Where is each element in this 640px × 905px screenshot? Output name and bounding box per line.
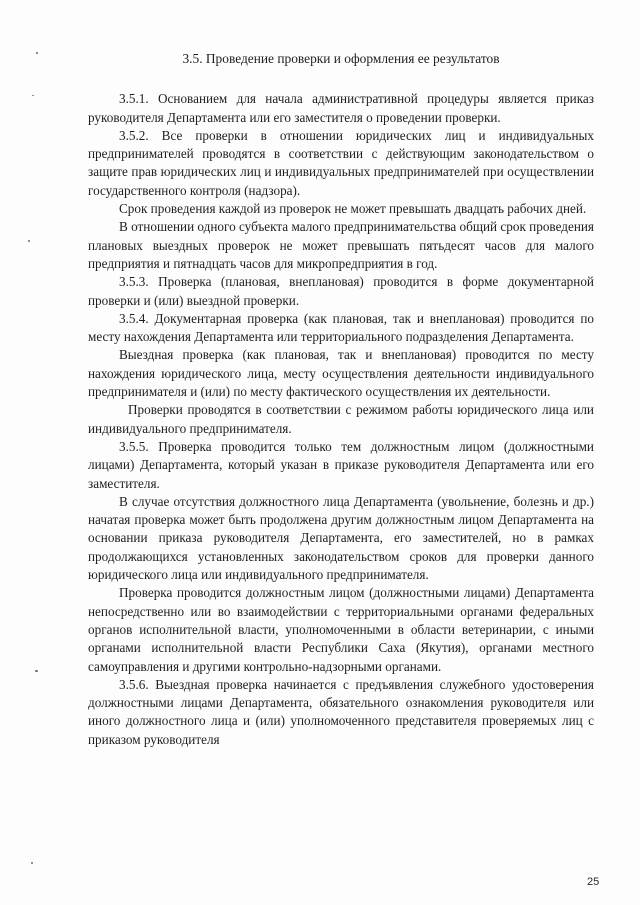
paragraph-3-5-2: 3.5.2. Все проверки в отношении юридических лиц и индивидуальных предпринимателей проводятся в соответствии с действующим законодательством о защите прав юридических лиц и индивидуальных предпринимателей при осуществлении государственного контроля (надзора).: [88, 127, 594, 198]
paragraph-3-5-5: 3.5.5. Проверка проводится только тем должностным лицом (должностными лицами) Департамента, который указан в приказе руководителя Департамента или его заместителя.: [88, 438, 594, 491]
paragraph-official-absence: В случае отсутствия должностного лица Департамента (увольнение, болезнь и др.) начатая проверка может быть продолжена другим должностным лицом Департамента на основании приказа руководителя Департамента, его заместителей, но в рамках продолжающихся установленных законодательством сроков для проверки данного юридического лица или индивидуального предпринимателя.: [88, 493, 594, 583]
scan-speck: [32, 95, 34, 96]
document-body: [88, 50, 594, 749]
paragraph-work-schedule: Проверки проводятся в соответствии с режимом работы юридического лица или индивидуального предпринимателя.: [88, 402, 594, 436]
scan-speck: [31, 862, 33, 864]
paragraph-inspection-duration: Срок проведения каждой из проверок не может превышать двадцать рабочих дней.: [119, 201, 587, 217]
paragraph-3-5-4: 3.5.4. Документарная проверка (как плановая, так и внеплановая) проводится по месту нахождения Департамента или территориального подразделения Департамента.: [88, 310, 594, 345]
page-number: 25: [587, 876, 600, 888]
paragraph-small-business-limit: В отношении одного субъекта малого предпринимательства общий срок проведения плановых выездных проверок не может превышать пятьдесят часов для малого предприятия и пятнадцать часов для микропредприятия в год.: [88, 219, 594, 271]
paragraph-onsite-inspection: Выездная проверка (как плановая, так и внеплановая) проводится по месту нахождения юридического лица, месту осуществления деятельности индивидуального предпринимателя и (или) по месту фактического осуществления их деятельности.: [88, 347, 594, 400]
paragraph-3-5-1: 3.5.1. Основанием для начала административной процедуры является приказ руководителя Департамента или его заместителя о проведении проверки.: [88, 91, 594, 125]
scan-speck: [28, 240, 30, 242]
paragraph-3-5-3: 3.5.3. Проверка (плановая, внеплановая) проводится в форме документарной проверки и (или) выездной проверки.: [88, 274, 594, 308]
paragraph-3-5-6: 3.5.6. Выездная проверка начинается с предъявления служебного удостоверения должностными лицами Департамента, обязательного ознакомления руководителя или иного должностного лица и (или) уполномоченного представителя проверяемых лиц с приказом руководителя: [88, 676, 594, 747]
scan-speck: [35, 670, 38, 672]
paragraph-interaction: Проверка проводится должностным лицом (должностными лицами) Департамента непосредственно или во взаимодействии с территориальными органами федеральных органов исполнительной власти, уполномоченными в области ветеринарии, с иными органами исполнительной власти Республики Саха (Якутия), органами местного самоуправления и другими контрольно-надзорными органами.: [88, 585, 594, 674]
scan-speck: [36, 52, 38, 54]
section-title: 3.5. Проведение проверки и оформления ее результатов: [182, 51, 500, 66]
